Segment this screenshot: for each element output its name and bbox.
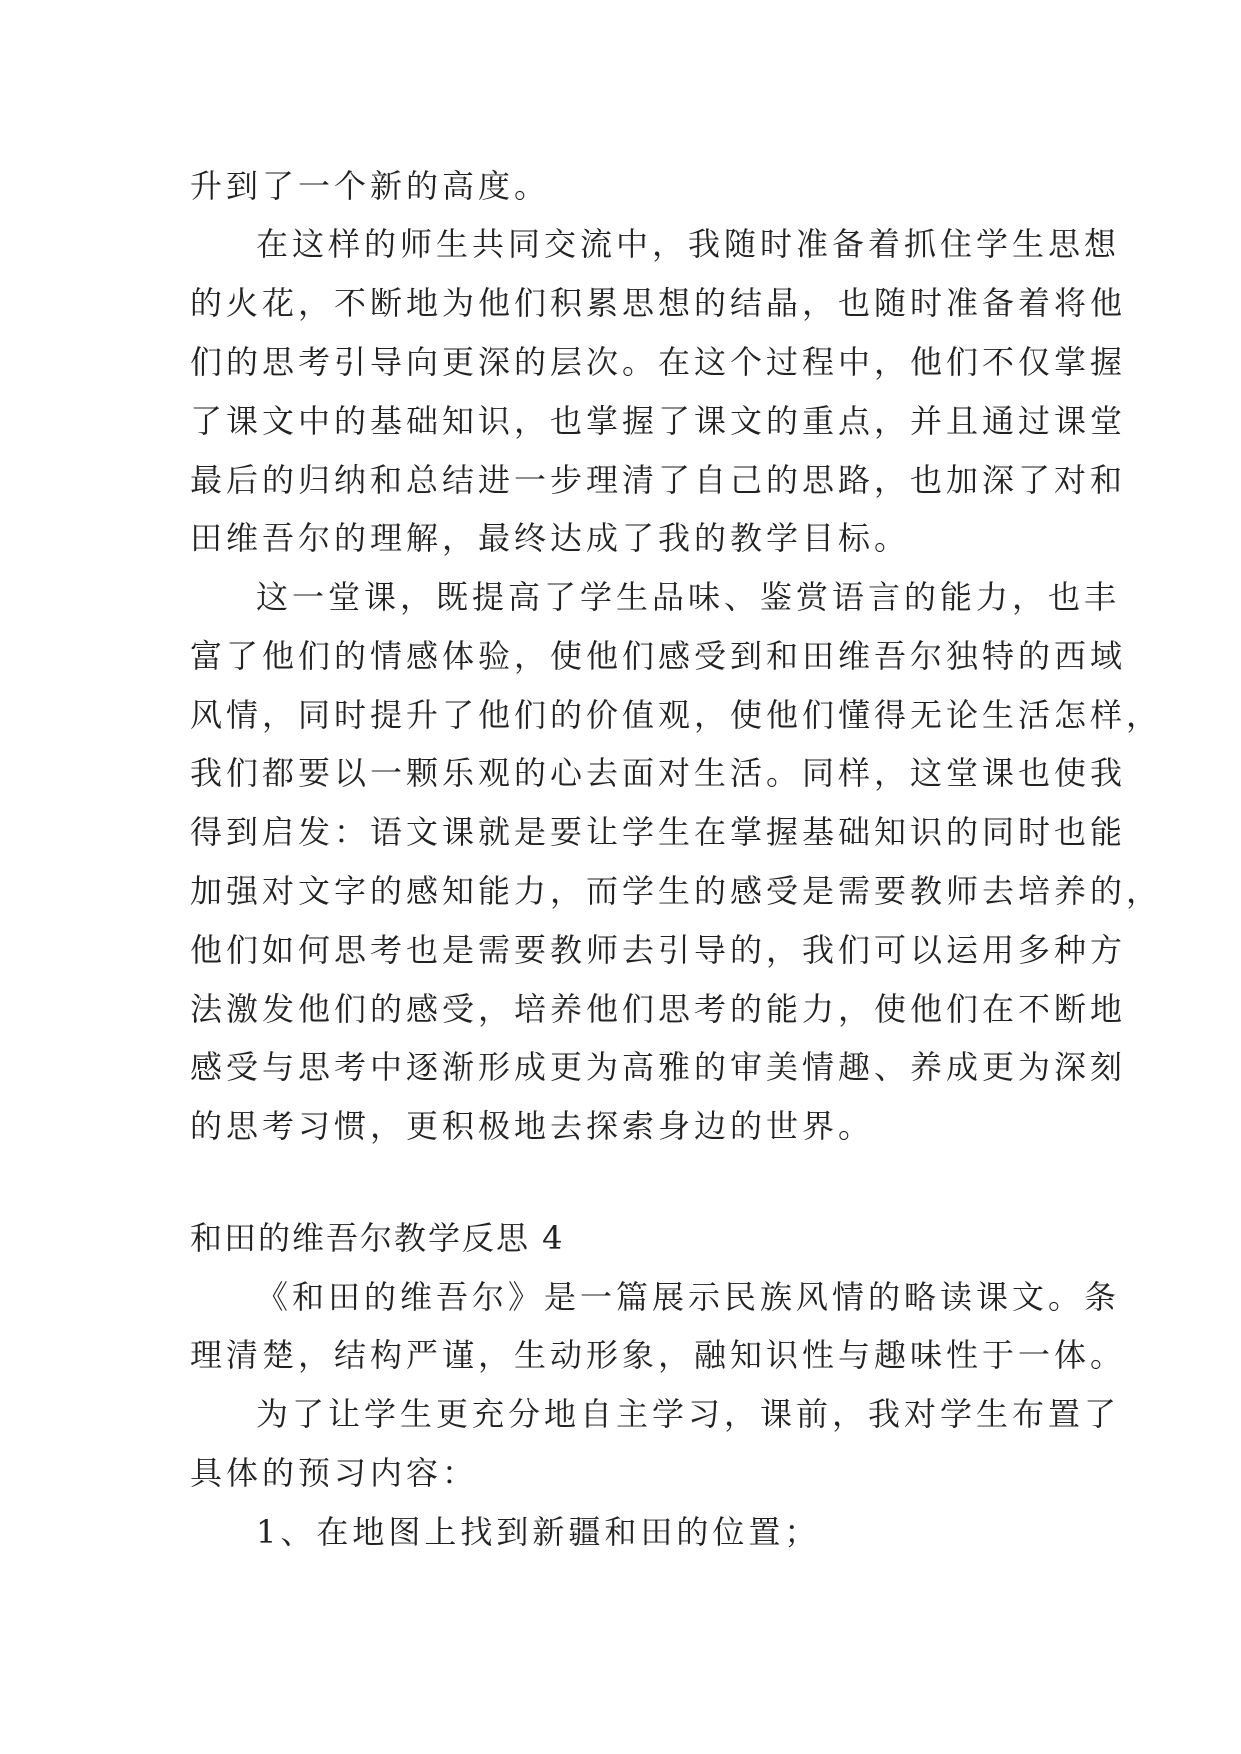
text-line: 得到启发：语文课就是要让学生在掌握基础知识的同时也能 (190, 813, 1127, 851)
text-line: 感受与思考中逐渐形成更为高雅的审美情趣、养成更为深刻 (190, 1048, 1127, 1086)
text-line: 我们都要以一颗乐观的心去面对生活。同样，这堂课也使我 (190, 754, 1127, 792)
text-line: 的火花，不断地为他们积累思想的结晶，也随时准备着将他 (190, 284, 1127, 322)
text-line: 富了他们的情感体验，使他们感受到和田维吾尔独特的西域 (190, 637, 1127, 675)
text-line: 这一堂课，既提高了学生品味、鉴赏语言的能力，也丰 (256, 578, 1121, 616)
text-line: 法激发他们的感受，培养他们思考的能力，使他们在不断地 (190, 990, 1127, 1028)
section-title: 和田的维吾尔教学反思 4 (190, 1219, 565, 1257)
text-line: 他们如何思考也是需要教师去引导的，我们可以运用多种方 (190, 931, 1127, 969)
text-line: 们的思考引导向更深的层次。在这个过程中，他们不仅掌握 (190, 343, 1127, 381)
list-item: 1、在地图上找到新疆和田的位置； (256, 1513, 821, 1551)
text-line: 的思考习惯，更积极地去探索身边的世界。 (190, 1107, 875, 1145)
text-line: 升到了一个新的高度。 (190, 167, 551, 205)
text-line: 了课文中的基础知识，也掌握了课文的重点，并且通过课堂 (190, 402, 1127, 440)
text-line: 在这样的师生共同交流中，我随时准备着抓住学生思想 (256, 225, 1121, 263)
text-line: 《和田的维吾尔》是一篇展示民族风情的略读课文。条 (256, 1278, 1121, 1316)
text-line: 最后的归纳和总结进一步理清了自己的思路，也加深了对和 (190, 461, 1127, 499)
text-line: 具体的预习内容： (190, 1454, 479, 1492)
text-line: 为了让学生更充分地自主学习，课前，我对学生布置了 (256, 1395, 1121, 1433)
text-line: 风情，同时提升了他们的价值观，使他们懂得无论生活怎样， (190, 696, 1163, 734)
text-line: 加强对文字的感知能力，而学生的感受是需要教师去培养的， (190, 872, 1163, 910)
text-line: 田维吾尔的理解，最终达成了我的教学目标。 (190, 519, 911, 557)
text-line: 理清楚，结构严谨，生动形象，融知识性与趣味性于一体。 (190, 1336, 1127, 1374)
